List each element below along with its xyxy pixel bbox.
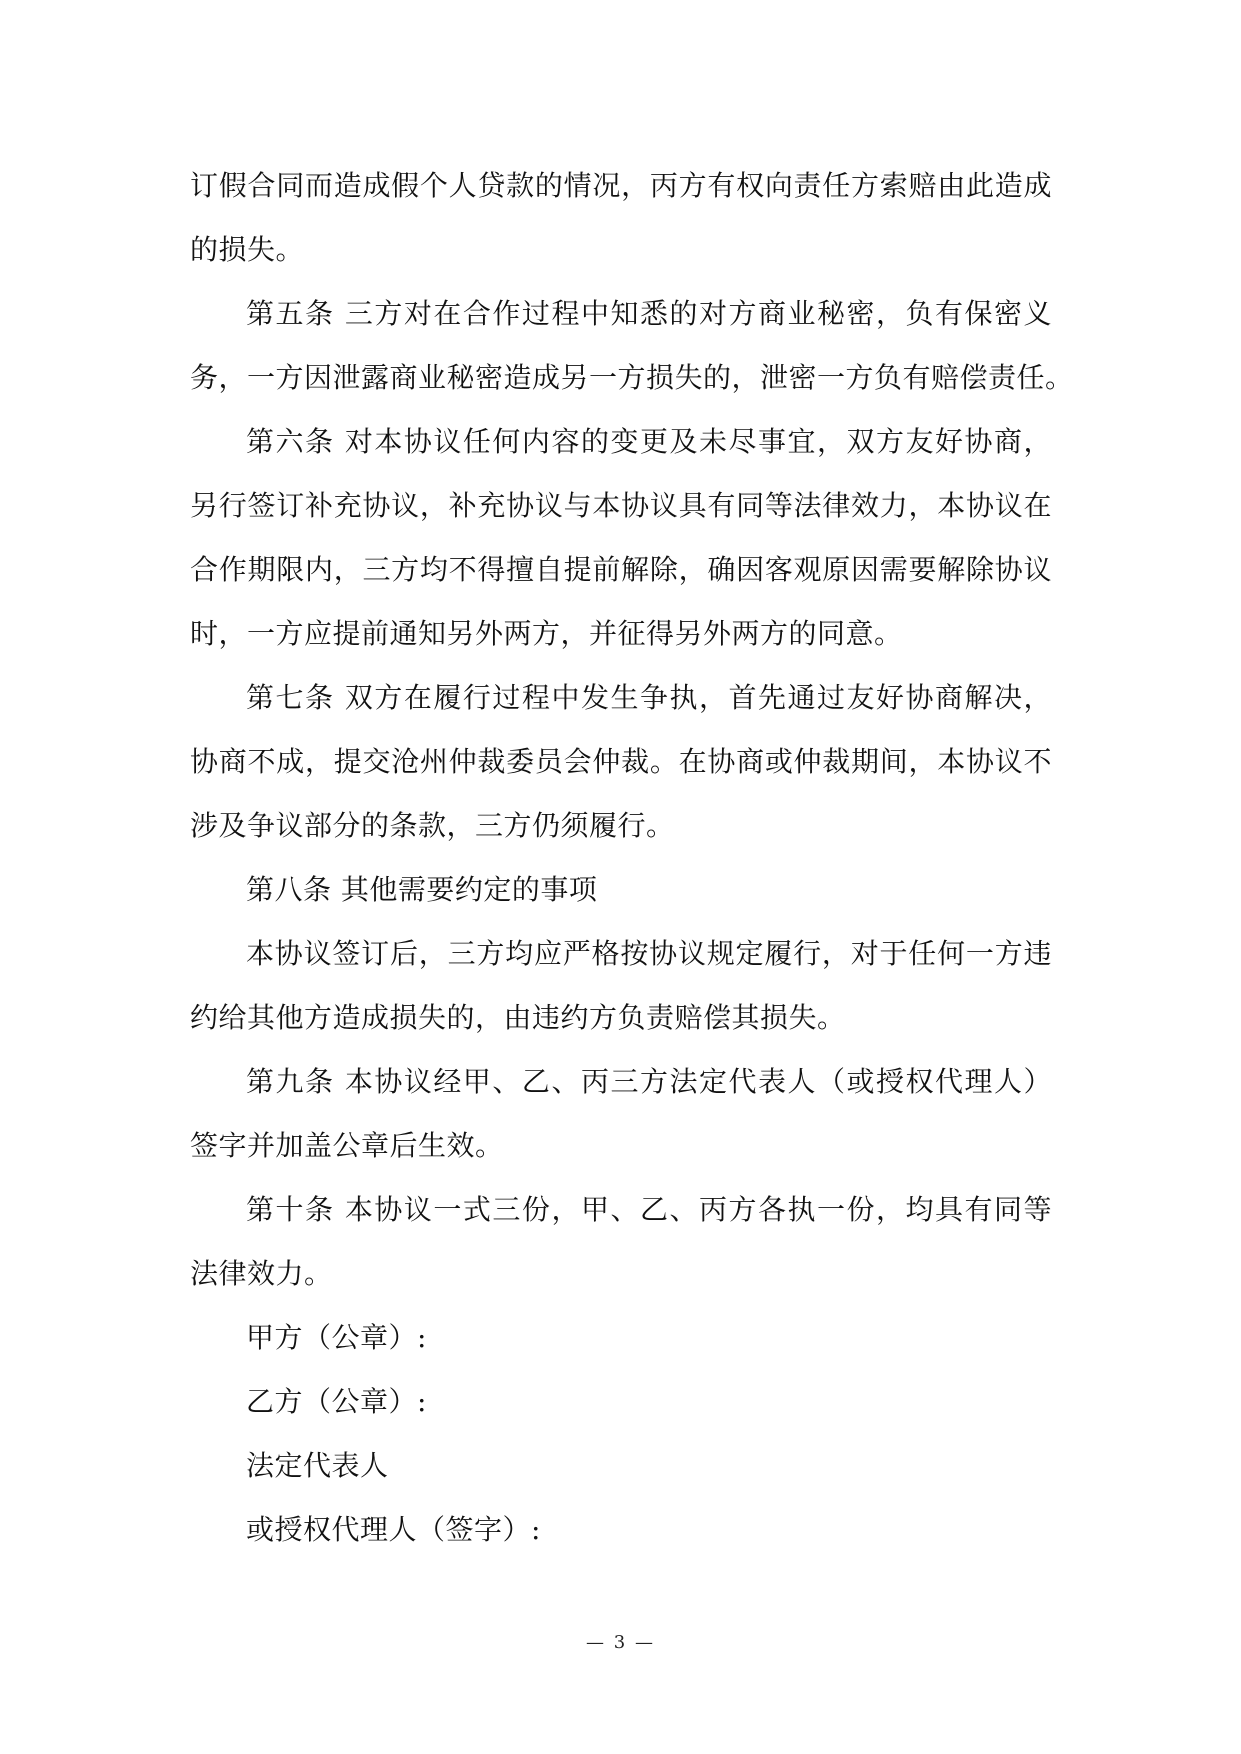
text-line: 合作期限内，三方均不得擅自提前解除，确因客观原因需要解除协议 [190,553,1052,586]
text-line: 本协议签订后，三方均应严格按协议规定履行，对于任何一方违 [246,937,1052,970]
authorized-agent-label: 或授权代理人（签字）: [246,1513,541,1546]
text-line: 第六条 对本协议任何内容的变更及未尽事宜，双方友好协商， [246,425,1052,458]
text-line: 法律效力。 [190,1257,333,1290]
signature-party-a: 甲方（公章）: [246,1321,427,1354]
page-number: — 3 — [586,1632,655,1653]
text-line: 约给其他方造成损失的，由违约方负责赔偿其损失。 [190,1001,846,1034]
text-line: 涉及争议部分的条款，三方仍须履行。 [190,809,675,842]
text-line: 签字并加盖公章后生效。 [190,1129,504,1162]
text-line: 第九条 本协议经甲、乙、丙三方法定代表人（或授权代理人） [246,1065,1052,1098]
text-line: 务，一方因泄露商业秘密造成另一方损失的，泄密一方负有赔偿责任。 [190,361,1074,394]
text-line: 的损失。 [190,233,305,266]
legal-representative-label: 法定代表人 [246,1449,389,1482]
text-line: 订假合同而造成假个人贷款的情况，丙方有权向责任方索赔由此造成 [190,169,1052,202]
text-line: 第五条 三方对在合作过程中知悉的对方商业秘密，负有保密义 [246,297,1052,330]
text-line: 协商不成，提交沧州仲裁委员会仲裁。在协商或仲裁期间，本协议不 [190,745,1052,778]
text-line: 时，一方应提前通知另外两方，并征得另外两方的同意。 [190,617,903,650]
text-line: 第七条 双方在履行过程中发生争执，首先通过友好协商解决， [246,681,1052,714]
document-body [190,154,1074,1562]
signature-party-b: 乙方（公章）: [246,1385,427,1418]
text-line: 第八条 其他需要约定的事项 [246,873,598,906]
text-line: 第十条 本协议一式三份，甲、乙、丙方各执一份，均具有同等 [246,1193,1052,1226]
text-line: 另行签订补充协议，补充协议与本协议具有同等法律效力，本协议在 [190,489,1052,522]
